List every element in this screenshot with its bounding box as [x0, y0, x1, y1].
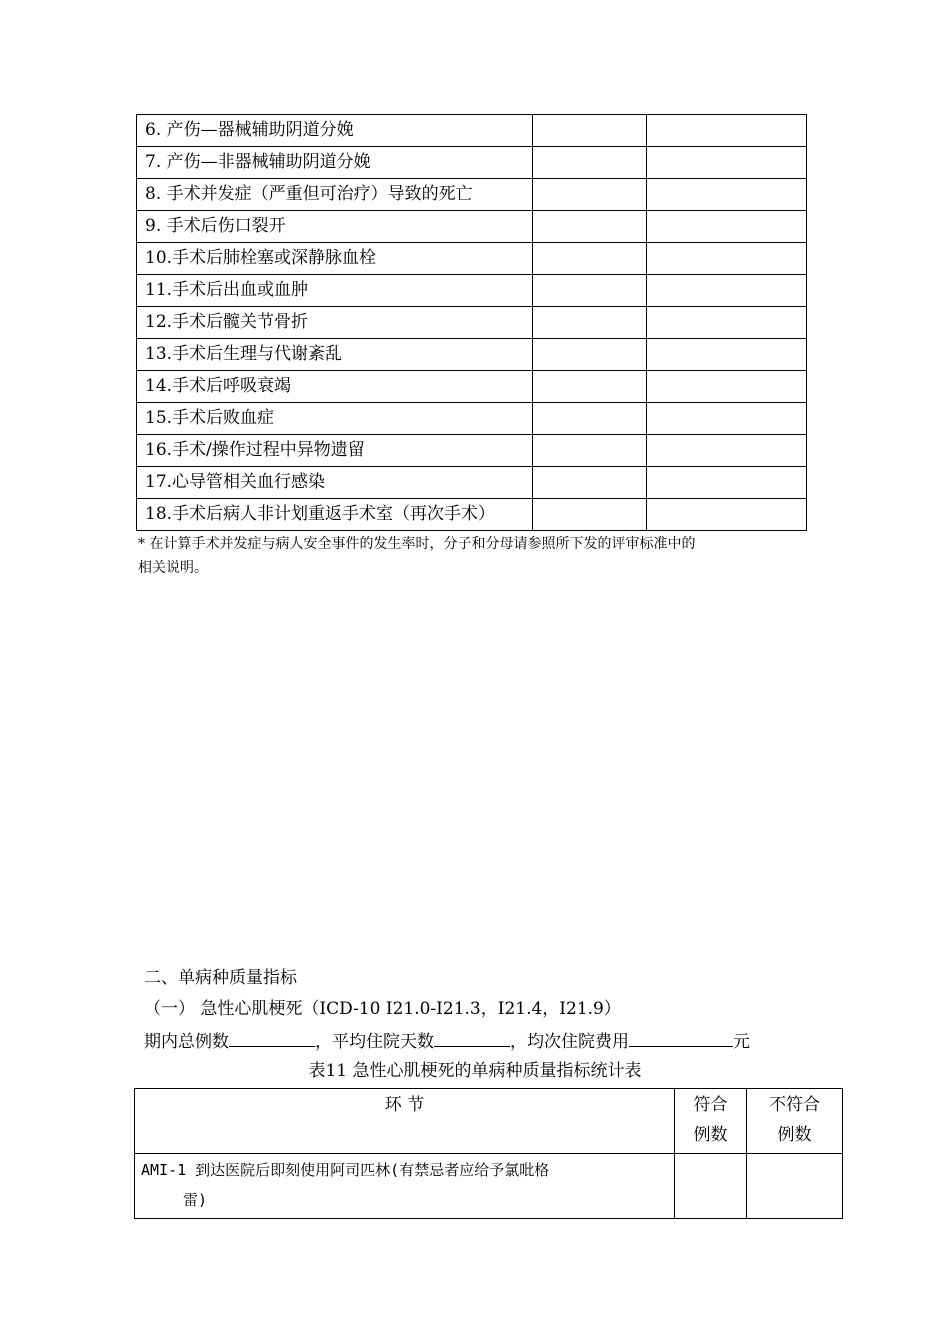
table-row	[137, 467, 807, 499]
value-cell-1[interactable]	[533, 179, 647, 211]
table-row	[137, 307, 807, 339]
item-label-cell: 10.手术后肺栓塞或深静脉血栓	[137, 243, 533, 275]
item-label-cell: 17.心导管相关血行感染	[137, 467, 533, 499]
table-row	[137, 179, 807, 211]
noncompliant-count-cell[interactable]	[747, 1154, 843, 1219]
header-compliant-line2: 例数	[693, 1125, 728, 1145]
item-label-cell: 6. 产伤—器械辅助阴道分娩	[137, 115, 533, 147]
value-cell-2[interactable]	[647, 467, 807, 499]
value-cell-1[interactable]	[533, 339, 647, 371]
value-cell-2[interactable]	[647, 275, 807, 307]
section-heading: 二、单病种质量指标	[144, 968, 297, 988]
table-caption: 表11 急性心肌梗死的单病种质量指标统计表	[308, 1061, 642, 1081]
ami-quality-table	[134, 1088, 843, 1219]
value-cell-1[interactable]	[533, 435, 647, 467]
header-link-label: 环 节	[384, 1095, 425, 1115]
table-row	[137, 403, 807, 435]
compliant-count-cell[interactable]	[675, 1154, 747, 1219]
value-cell-2[interactable]	[647, 147, 807, 179]
period-summary-line	[144, 1027, 750, 1052]
value-cell-2[interactable]	[647, 179, 807, 211]
value-cell-1[interactable]	[533, 467, 647, 499]
footnote-line-2: 相关说明。	[138, 560, 208, 576]
indicator-line2: 雷)	[183, 1191, 208, 1209]
value-cell-1[interactable]	[533, 243, 647, 275]
indicator-line1: AMI-1 到达医院后即刻使用阿司匹林(有禁忌者应给予氯吡格	[141, 1161, 550, 1179]
avg-cost-blank[interactable]	[629, 1030, 733, 1047]
header-link	[135, 1089, 675, 1154]
subsection-heading: （一） 急性心肌梗死（ICD-10 I21.0-I21.3，I21.4，I21.9）	[144, 999, 621, 1019]
value-cell-2[interactable]	[647, 115, 807, 147]
table-row	[137, 147, 807, 179]
table-row	[137, 115, 807, 147]
table-header-row	[135, 1089, 843, 1154]
value-cell-1[interactable]	[533, 147, 647, 179]
footnote	[138, 532, 810, 580]
item-label-cell: 12.手术后髋关节骨折	[137, 307, 533, 339]
currency-unit: 元	[733, 1032, 750, 1052]
table-row	[137, 371, 807, 403]
value-cell-2[interactable]	[647, 435, 807, 467]
table-row	[137, 211, 807, 243]
value-cell-1[interactable]	[533, 499, 647, 531]
table-row	[137, 499, 807, 531]
footnote-line-1: * 在计算手术并发症与病人安全事件的发生率时，分子和分母请参照所下发的评审标准中的	[138, 536, 696, 552]
value-cell-2[interactable]	[647, 211, 807, 243]
value-cell-2[interactable]	[647, 339, 807, 371]
item-label-cell: 15.手术后败血症	[137, 403, 533, 435]
header-compliant-line1: 符合	[693, 1095, 728, 1115]
indicator-cell	[135, 1154, 675, 1219]
table-row	[137, 243, 807, 275]
value-cell-2[interactable]	[647, 403, 807, 435]
avg-cost-label: ，均次住院费用	[510, 1032, 629, 1052]
item-label-cell: 7. 产伤—非器械辅助阴道分娩	[137, 147, 533, 179]
item-label-cell: 13.手术后生理与代谢紊乱	[137, 339, 533, 371]
value-cell-2[interactable]	[647, 371, 807, 403]
item-label-cell: 14.手术后呼吸衰竭	[137, 371, 533, 403]
value-cell-2[interactable]	[647, 499, 807, 531]
header-noncompliant	[747, 1089, 843, 1154]
value-cell-2[interactable]	[647, 307, 807, 339]
value-cell-2[interactable]	[647, 243, 807, 275]
table-row	[137, 435, 807, 467]
header-noncompliant-line1: 不符合	[769, 1095, 820, 1115]
value-cell-1[interactable]	[533, 403, 647, 435]
value-cell-1[interactable]	[533, 275, 647, 307]
surgery-complication-table	[136, 114, 807, 531]
value-cell-1[interactable]	[533, 371, 647, 403]
item-label-cell: 16.手术/操作过程中异物遗留	[137, 435, 533, 467]
table-row	[137, 275, 807, 307]
avg-days-blank[interactable]	[434, 1030, 510, 1047]
total-cases-blank[interactable]	[229, 1030, 315, 1047]
value-cell-1[interactable]	[533, 307, 647, 339]
table-row	[137, 339, 807, 371]
avg-days-label: ，平均住院天数	[315, 1032, 434, 1052]
header-noncompliant-line2: 例数	[777, 1125, 812, 1145]
value-cell-1[interactable]	[533, 115, 647, 147]
item-label-cell: 9. 手术后伤口裂开	[137, 211, 533, 243]
header-compliant	[675, 1089, 747, 1154]
item-label-cell: 18.手术后病人非计划重返手术室（再次手术）	[137, 499, 533, 531]
value-cell-1[interactable]	[533, 211, 647, 243]
item-label-cell: 11.手术后出血或血肿	[137, 275, 533, 307]
table-row	[135, 1154, 843, 1219]
total-cases-label: 期内总例数	[144, 1032, 229, 1052]
item-label-cell: 8. 手术并发症（严重但可治疗）导致的死亡	[137, 179, 533, 211]
